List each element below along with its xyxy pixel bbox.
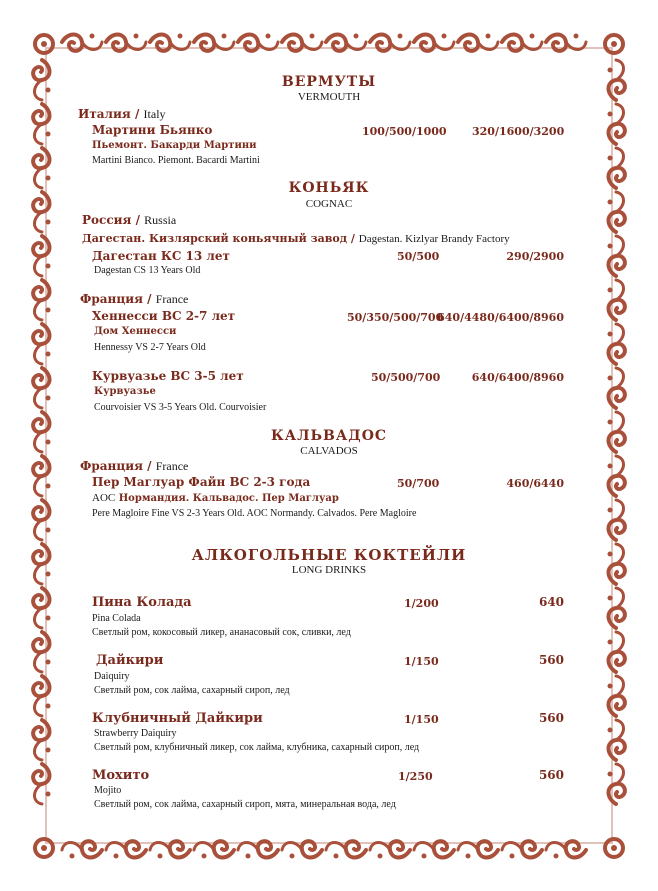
item-volume: 100/500/1000: [362, 125, 447, 138]
country-italy: Италия / Italy: [78, 107, 166, 121]
item-description: Martini Bianco. Piemont. Bacardi Martini: [92, 155, 260, 166]
item-volume: 50/350/500/700: [347, 311, 444, 324]
item-description: Dagestan CS 13 Years Old: [94, 265, 201, 276]
section-title-vermouth: ВЕРМУТЫ: [281, 74, 377, 90]
item-price: 460/6440: [506, 477, 564, 490]
section-subtitle-cocktails: LONG DRINKS: [291, 564, 367, 576]
country-en: France: [155, 292, 189, 306]
section-subtitle-calvados: CALVADOS: [300, 445, 358, 457]
cocktail-en: Daiquiry: [94, 671, 130, 682]
country-ru: Франция: [80, 459, 143, 473]
item-volume: 50/500/700: [371, 371, 441, 384]
section-subtitle-cognac: COGNAC: [305, 198, 353, 210]
country-en: France: [155, 459, 189, 473]
cocktail-ingredients: Светлый ром, сок лайма, сахарный сироп, мята, минеральная вода, лед: [94, 799, 396, 810]
country-france: Франция / France: [80, 292, 189, 306]
item-producer: [92, 492, 339, 504]
aoc-label: AOC: [92, 492, 116, 504]
item-producer-ru: Нормандия. Кальвадос. Пер Маглуар: [118, 493, 339, 504]
section-title-cocktails: АЛКОГОЛЬНЫЕ КОКТЕЙЛИ: [191, 546, 467, 564]
cocktail-volume: 1/200: [404, 597, 439, 610]
country-ru: Франция: [80, 292, 143, 306]
item-producer: Пьемонт. Бакарди Мартини: [92, 140, 257, 151]
country-russia: Россия / Russia: [82, 213, 177, 227]
cocktail-ingredients: Светлый ром, клубничный ликер, сок лайма, клубника, сахарный сироп, лед: [94, 742, 420, 753]
cocktail-volume: 1/150: [404, 713, 439, 726]
cocktail-price: 640: [538, 595, 564, 609]
item-producer: Курвуазье: [94, 386, 156, 397]
item-price: 640/4480/6400/8960: [437, 311, 564, 324]
item-price: 640/6400/8960: [471, 371, 564, 384]
item-description: Pere Magloire Fine VS 2-3 Years Old. AOC Normandy. Calvados. Pere Magloire: [92, 508, 417, 519]
section-title-calvados: КАЛЬВАДОС: [270, 428, 388, 444]
item-name: Мартини Бьянко: [92, 123, 213, 137]
item-producer: Дом Хеннесси: [94, 326, 177, 337]
producer-en: Dagestan. Kizlyar Brandy Factory: [358, 233, 510, 245]
cocktail-en: Mojito: [94, 785, 122, 796]
item-price: 290/2900: [506, 250, 564, 263]
item-description: Courvoisier VS 3-5 Years Old. Courvoisier: [94, 402, 267, 413]
item-name: Дагестан КС 13 лет: [92, 249, 230, 263]
item-name: Пер Маглуар Файн ВС 2-3 года: [92, 475, 311, 489]
item-volume: 50/500: [397, 250, 440, 263]
country-en: Russia: [144, 213, 177, 227]
cocktail-name: Клубничный Дайкири: [92, 711, 263, 726]
section-subtitle-vermouth: VERMOUTH: [297, 91, 361, 103]
producer-ru: Дагестан. Кизлярский коньячный завод: [82, 232, 348, 245]
country-france: Франция / France: [80, 459, 189, 473]
section-title-cognac: КОНЬЯК: [288, 180, 370, 196]
country-ru: Россия: [82, 213, 132, 227]
cocktail-price: 560: [538, 653, 564, 667]
item-name: Хеннесси ВС 2-7 лет: [92, 309, 236, 323]
producer-kizlyar: Дагестан. Кизлярский коньячный завод / Dagestan. Kizlyar Brandy Factory: [82, 232, 510, 245]
cocktail-en: Pina Colada: [92, 613, 141, 624]
cocktail-volume: 1/150: [404, 655, 439, 668]
cocktail-name: Мохито: [92, 768, 150, 783]
item-name: Курвуазье ВС 3-5 лет: [92, 369, 244, 383]
item-price: 320/1600/3200: [472, 125, 565, 138]
cocktail-price: 560: [538, 711, 564, 725]
country-ru: Италия: [78, 107, 131, 121]
cocktail-ingredients: Светлый ром, кокосовый ликер, ананасовый сок, сливки, лед: [92, 627, 351, 638]
item-description: Hennessy VS 2-7 Years Old: [94, 342, 206, 353]
cocktail-name: Дайкири: [96, 653, 164, 668]
country-en: Italy: [143, 107, 166, 121]
cocktail-volume: 1/250: [398, 770, 433, 783]
cocktail-name: Пина Колада: [92, 595, 192, 610]
cocktail-price: 560: [538, 768, 564, 782]
cocktail-en: Strawberry Daiquiry: [94, 728, 177, 739]
cocktail-ingredients: Светлый ром, сок лайма, сахарный сироп, лед: [94, 685, 290, 696]
item-volume: 50/700: [397, 477, 440, 490]
